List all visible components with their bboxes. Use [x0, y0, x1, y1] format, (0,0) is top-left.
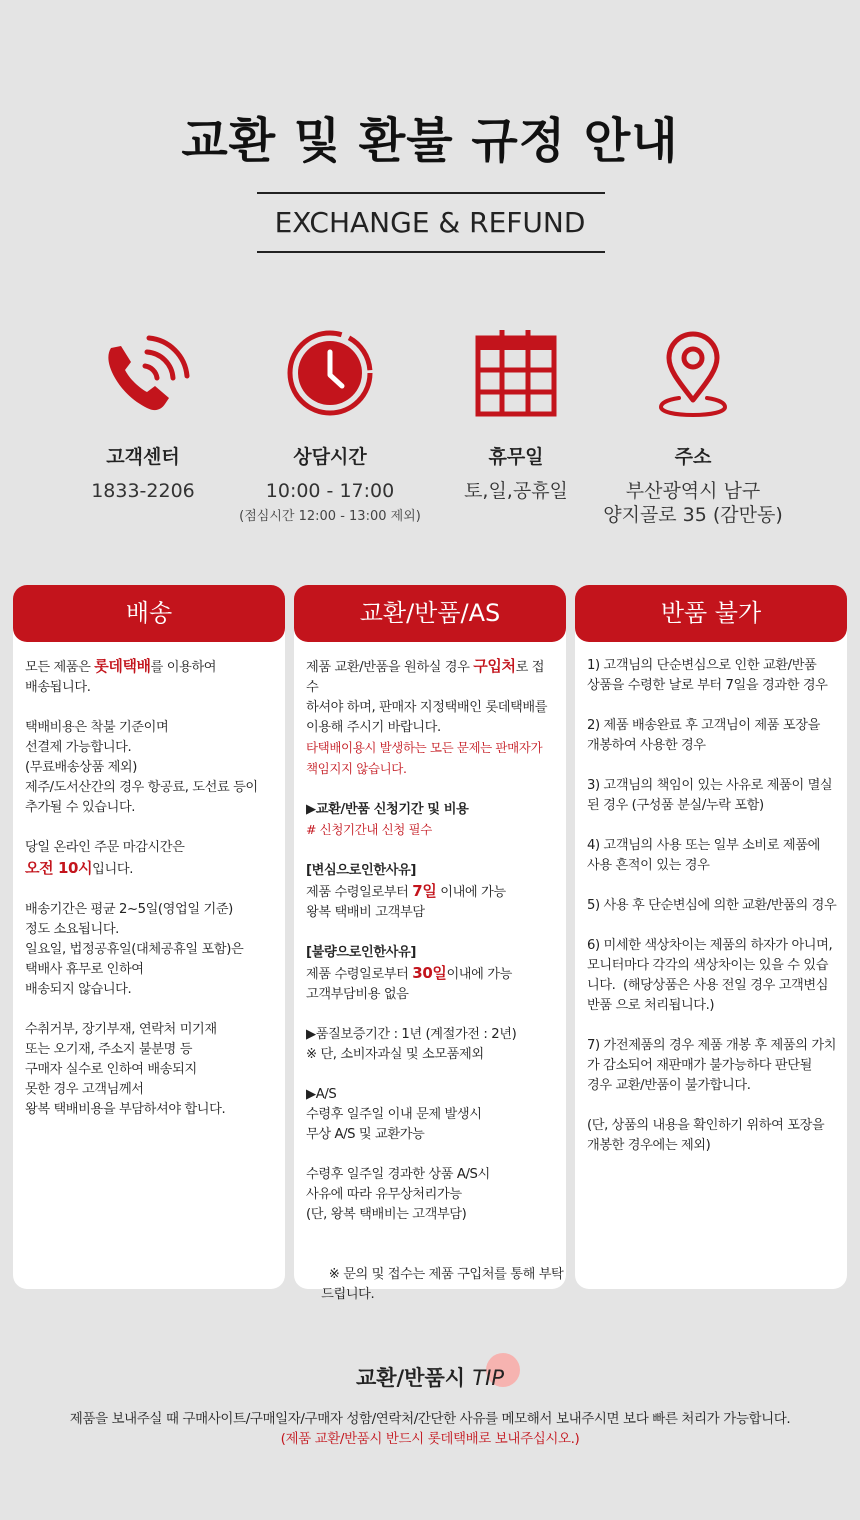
text: (단, 상품의 내용을 확인하기 위하여 포장을	[587, 1118, 825, 1133]
info-address	[593, 330, 793, 527]
paragraph	[306, 1025, 556, 1065]
list-item	[587, 1036, 837, 1096]
text: 이내에 가능	[446, 967, 512, 982]
list-item	[587, 896, 837, 916]
text: 개봉한 경우에는 제외)	[587, 1138, 711, 1153]
text: 하셔야 하며, 판매자 지정택배인 롯데택배를	[306, 700, 548, 715]
info-hours	[230, 330, 430, 524]
text: ※ 단, 소비자과실 및 소모품제외	[306, 1047, 484, 1062]
paragraph	[25, 900, 275, 1000]
info-holidays	[416, 330, 616, 503]
card-title: 반품 불가	[575, 585, 847, 642]
paragraph	[25, 1020, 275, 1120]
info-customer-center	[43, 330, 243, 503]
highlight-text: 30일	[412, 964, 447, 982]
text: 사유에 따라 유무상처리가능	[306, 1187, 462, 1202]
location-pin-icon	[643, 330, 743, 420]
paragraph	[306, 1085, 556, 1145]
list-item	[587, 836, 837, 876]
card-body	[294, 642, 566, 1325]
text: 3) 고객님의 책임이 있는 사유로 제품이 멸실	[587, 778, 833, 793]
text: 니다. (해당상품은 사용 전일 경우 고객변심	[587, 978, 829, 993]
card-title: 배송	[13, 585, 285, 642]
card-exchange	[294, 585, 566, 1302]
tip-title-text: 교환/반품시	[355, 1366, 473, 1390]
highlight-text: 오전 10시	[25, 859, 93, 877]
text: 5) 사용 후 단순변심에 의한 교환/반품의 경우	[587, 898, 837, 913]
text: 정도 소요됩니다.	[25, 922, 119, 937]
text: ※ 문의 및 접수는 제품 구입처를 통해 부탁	[328, 1267, 564, 1282]
text: 왕복 택배비 고객부담	[306, 905, 425, 920]
info-value: 부산광역시 남구	[625, 480, 761, 502]
clock-icon	[280, 330, 380, 420]
info-label: 주소	[674, 446, 712, 468]
text: 6) 미세한 색상차이는 제품의 하자가 아니며,	[587, 938, 833, 953]
text: 택배비용은 착불 기준이며	[25, 720, 169, 735]
paragraph	[306, 1245, 564, 1325]
text: 상품을 수령한 날로 부터 7일을 경과한 경우	[587, 678, 828, 693]
text: 모든 제품은	[25, 660, 95, 675]
page-subtitle: EXCHANGE & REFUND	[274, 206, 586, 239]
card-title: 교환/반품/AS	[294, 585, 566, 642]
text: 된 경우 (구성품 분실/누락 포함)	[587, 798, 764, 813]
text: 못한 경우 고객님께서	[25, 1082, 144, 1097]
text: 일요일, 법정공휴일(대체공휴일 포함)은	[25, 942, 244, 957]
info-label: 상담시간	[293, 446, 367, 468]
paragraph	[25, 656, 275, 698]
text: 제품 교환/반품을 원하실 경우	[306, 660, 474, 675]
list-item	[587, 716, 837, 756]
text: 사용 흔적이 있는 경우	[587, 858, 710, 873]
section-heading: [변심으로인한사유]	[306, 863, 416, 878]
paragraph	[25, 718, 275, 818]
highlight-text: 7일	[412, 882, 437, 900]
info-note: (점심시간 12:00 - 13:00 제외)	[239, 509, 421, 524]
text: 로 접수	[306, 660, 545, 695]
info-value: 1833-2206	[91, 480, 195, 502]
list-item	[587, 1116, 837, 1156]
list-item	[587, 936, 837, 1016]
info-label: 휴무일	[488, 446, 544, 468]
text: 배송기간은 평균 2~5일(영업일 기준)	[25, 902, 233, 917]
tip-warning: (제품 교환/반품시 반드시 롯데택배로 보내주십시오.)	[280, 1431, 580, 1447]
text: (단, 왕복 택배비는 고객부담)	[306, 1207, 467, 1222]
text: 택배사 휴무로 인하여	[25, 962, 144, 977]
tip-word: TIP	[472, 1366, 505, 1390]
text: 무상 A/S 및 교환가능	[306, 1127, 425, 1142]
text: 왕복 택배비용을 부담하셔야 합니다.	[25, 1102, 226, 1117]
text: 1) 고객님의 단순변심으로 인한 교환/반품	[587, 658, 817, 673]
warning-text: 타택배이용시 발생하는 모든 문제는 판매자가	[306, 740, 543, 755]
highlight-text: 롯데택배	[94, 657, 151, 675]
text: 당일 온라인 주문 마감시간은	[25, 840, 185, 855]
text: 이내에 가능	[436, 885, 506, 900]
paragraph	[306, 943, 556, 1005]
text: 반품 으로 처리됩니다.)	[587, 998, 715, 1013]
text: 구매자 실수로 인하여 배송되지	[25, 1062, 197, 1077]
text: 수령후 일주일 이내 문제 발생시	[306, 1107, 482, 1122]
warning-text: 책임지지 않습니다.	[306, 761, 407, 776]
highlight-text: 구입처	[473, 657, 516, 675]
card-body	[575, 642, 847, 1156]
divider-bottom	[257, 251, 605, 253]
text: 모니터마다 각각의 색상차이는 있을 수 있습	[587, 958, 829, 973]
card-no-refund	[575, 585, 847, 1289]
text: 선결제 가능합니다.	[25, 740, 132, 755]
text: 개봉하여 사용한 경우	[587, 738, 706, 753]
text: 입니다.	[92, 862, 133, 877]
card-shipping	[13, 585, 285, 1289]
text: 고객부담비용 없음	[306, 987, 409, 1002]
paragraph	[25, 838, 275, 880]
text: ▶A/S	[306, 1087, 337, 1102]
paragraph	[306, 800, 556, 841]
text: 7) 가전제품의 경우 제품 개봉 후 제품의 가치	[587, 1038, 837, 1053]
text: 제주/도서산간의 경우 항공료, 도선료 등이	[25, 780, 258, 795]
info-value: 10:00 - 17:00	[265, 480, 395, 502]
text: 배송됩니다.	[25, 680, 91, 695]
text: 4) 고객님의 사용 또는 일부 소비로 제품에	[587, 838, 820, 853]
text: (무료배송상품 제외)	[25, 760, 137, 775]
text: 제품 수령일로부터	[306, 885, 413, 900]
info-value-line2: 양지골로 35 (감만동)	[603, 504, 783, 526]
text: 이용해 주시기 바랍니다.	[306, 720, 441, 735]
text: 드립니다.	[306, 1287, 375, 1302]
info-label: 고객센터	[106, 446, 180, 468]
phone-icon	[93, 330, 193, 420]
text: 또는 오기재, 주소지 불분명 등	[25, 1042, 193, 1057]
section-heading: [불량으로인한사유]	[306, 945, 416, 960]
text: 제품 수령일로부터	[306, 967, 413, 982]
text: 2) 제품 배송완료 후 고객님이 제품 포장을	[587, 718, 820, 733]
text: 수취거부, 장기부재, 연락처 미기재	[25, 1022, 217, 1037]
text: 가 감소되어 재판매가 불가능하다 판단될	[587, 1058, 812, 1073]
list-item	[587, 776, 837, 816]
text: 를 이용하여	[150, 660, 217, 675]
text: 배송되지 않습니다.	[25, 982, 132, 997]
text: 수령후 일주일 경과한 상품 A/S시	[306, 1167, 490, 1182]
text: 추가될 수 있습니다.	[25, 800, 136, 815]
paragraph	[306, 656, 556, 780]
text: ▶품질보증기간 : 1년 (계절가전 : 2년)	[306, 1027, 517, 1042]
paragraph	[306, 861, 556, 923]
card-body	[13, 642, 285, 1120]
warning-text: # 신청기간내 신청 필수	[306, 822, 432, 837]
divider-top	[257, 192, 605, 194]
paragraph	[306, 1165, 556, 1225]
text: 경우 교환/반품이 불가합니다.	[587, 1078, 751, 1093]
list-item	[587, 656, 837, 696]
page-title: 교환 및 환불 규정 안내	[181, 113, 679, 169]
section-heading: ▶교환/반품 신청기간 및 비용	[306, 802, 469, 817]
info-value: 토,일,공휴일	[464, 480, 568, 502]
calendar-icon	[466, 330, 566, 420]
tip-text: 제품을 보내주실 때 구매사이트/구매일자/구매자 성함/연락처/간단한 사유를 메모해서 보내주시면 보다 빠른 처리가 가능합니다.	[69, 1411, 791, 1427]
tip-title	[0, 1362, 860, 1392]
